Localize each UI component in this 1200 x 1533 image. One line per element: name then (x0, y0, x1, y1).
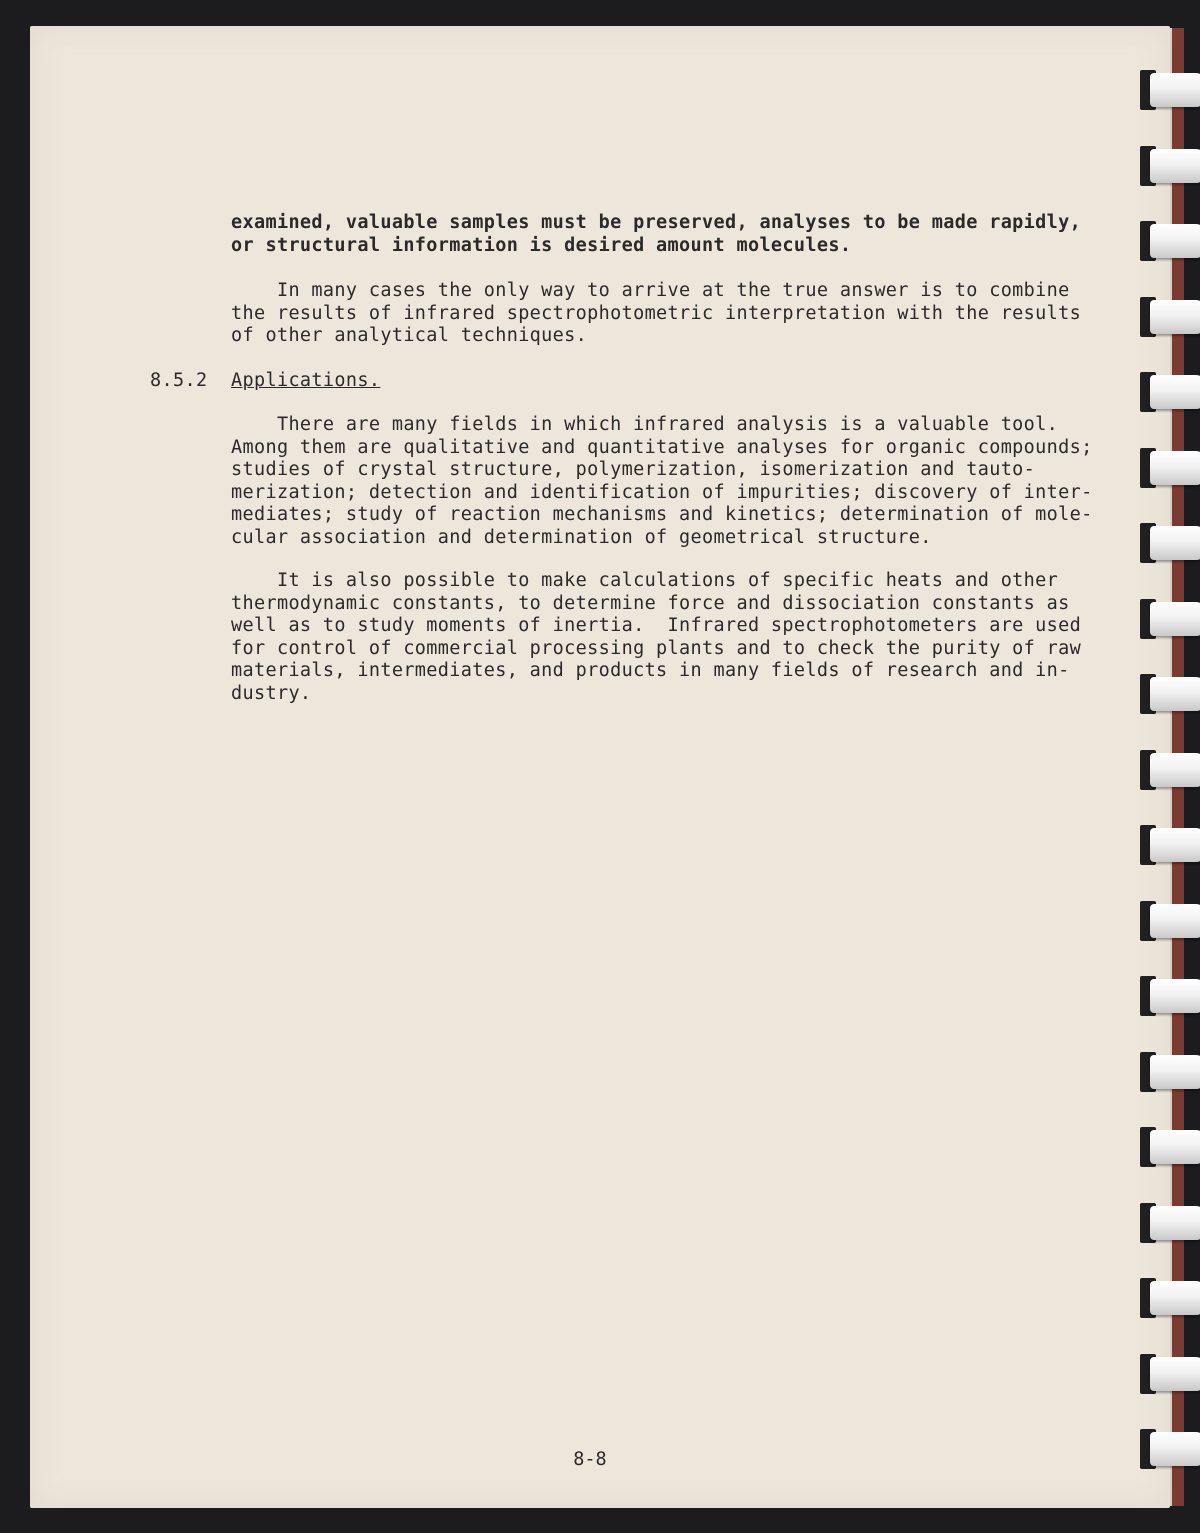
spiral-binding-ring-icon (1140, 523, 1200, 563)
ring-loop (1150, 828, 1200, 862)
spiral-binding-ring-icon (1140, 1052, 1200, 1092)
spiral-binding-ring-icon (1140, 901, 1200, 941)
spiral-binding-ring-icon (1140, 750, 1200, 790)
paragraph-fields-of-analysis: There are many fields in which infrared analysis is a valuable tool. Among them are qualitative and quantitative analyses for organic compounds; studies of crystal structure, polymerization, isomerization and tauto- merization; detection and identification of impurities; discovery of inter- mediates; study of reaction mechanisms and kinetics; determination of mole- cular association and determination of geometrical structure. (231, 414, 1093, 548)
ring-loop (1150, 224, 1200, 258)
ring-loop (1150, 1357, 1200, 1391)
section-number: 8.5.2 (150, 370, 208, 391)
spiral-binding-ring-icon (1140, 1278, 1200, 1318)
spiral-binding-ring-icon (1140, 1429, 1200, 1469)
ring-loop (1150, 1055, 1200, 1089)
spiral-binding-ring-icon (1140, 1127, 1200, 1167)
spiral-binding-ring-icon (1140, 221, 1200, 261)
ring-loop (1150, 602, 1200, 636)
ring-loop (1150, 451, 1200, 485)
spiral-binding-ring-icon (1140, 1203, 1200, 1243)
ring-loop (1150, 1206, 1200, 1240)
ring-loop (1150, 753, 1200, 787)
ring-loop (1150, 904, 1200, 938)
spiral-binding-ring-icon (1140, 825, 1200, 865)
spiral-binding-ring-icon (1140, 674, 1200, 714)
ring-loop (1150, 73, 1200, 107)
spiral-binding-ring-icon (1140, 70, 1200, 110)
ring-loop (1150, 1432, 1200, 1466)
spiral-binding-ring-icon (1140, 448, 1200, 488)
spiral-binding-ring-icon (1140, 599, 1200, 639)
ring-loop (1150, 375, 1200, 409)
ring-loop (1150, 1130, 1200, 1164)
ring-loop (1150, 677, 1200, 711)
paragraph-calculations: It is also possible to make calculations of specific heats and other thermodynamic constants, to determine force and dissociation constants as well as to study moments of inertia. Infrared spectrophotometers are used for control of commercial processing plants and to check the purity of raw materials, intermediates, and products in many fields of research and in- dustry. (231, 570, 1082, 704)
page-number: 8-8 (573, 1449, 607, 1470)
ring-loop (1150, 149, 1200, 183)
spiral-binding-ring-icon (1140, 1354, 1200, 1394)
paragraph-combine-results: In many cases the only way to arrive at the true answer is to combine the results of infrared spectrophotometric interpretation with the results of other analytical techniques. (231, 280, 1082, 346)
section-title: Applications. (231, 370, 381, 391)
spiral-binding-ring-icon (1140, 976, 1200, 1016)
ring-loop (1150, 526, 1200, 560)
ring-loop (1150, 1281, 1200, 1315)
ring-loop (1150, 979, 1200, 1013)
spiral-binding-ring-icon (1140, 146, 1200, 186)
spiral-binding-ring-icon (1140, 372, 1200, 412)
paragraph-continuation: examined, valuable samples must be preserved, analyses to be made rapidly, or structural information is desired amount molecules. (231, 212, 1082, 256)
ring-loop (1150, 300, 1200, 334)
spiral-binding-ring-icon (1140, 297, 1200, 337)
